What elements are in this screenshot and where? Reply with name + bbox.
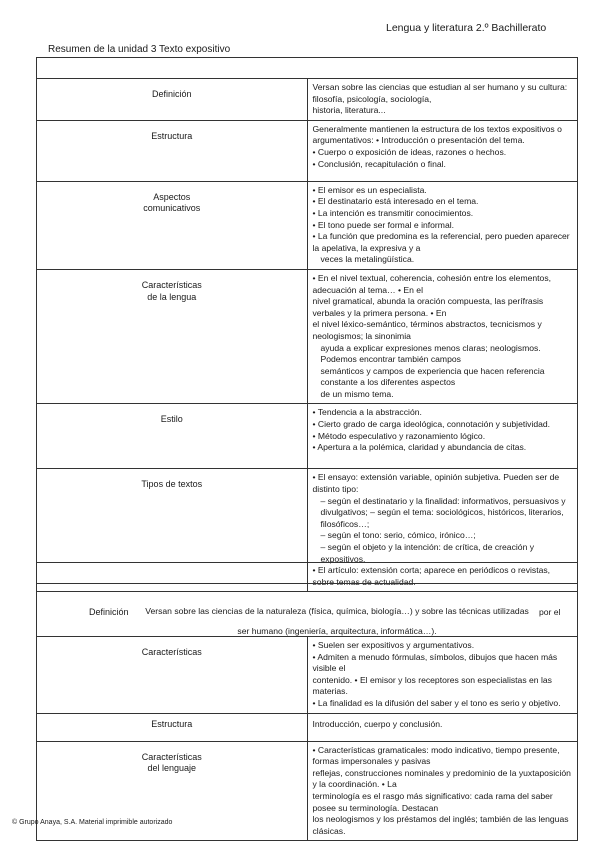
row-content-definicion-2: Versan sobre las ciencias de la naturaleza (física, química, biología…) y sobre las técnicas utilizadas ser humano (ingeniería, arquitectura, informática…). <box>145 606 529 636</box>
subject-header: Lengua y literatura 2.º Bachillerato <box>386 22 547 34</box>
table-row <box>37 79 578 121</box>
row-label-definicion-2: Definición <box>89 607 129 617</box>
row-content-estilo: • Tendencia a la abstracción. • Cierto grado de carga ideológica, connotación y subjetividad. • Método especulativo y razonamiento lógico. • Apertura a la polémica, claridad y abundancia de citas. <box>307 404 578 469</box>
row-content-caracteristicas: • En el nivel textual, coherencia, cohesión entre los elementos, adecuación al tema… • En el nivel gramatical, abunda la oración compuesta, las perífrasis verbales y la primera persona. • En el nivel léxico-semántico, términos abstractos, tecnicismos y neologismos; la sinonimia ayuda a explicar expresiones menos claras; neologismos. Podemos encontrar también campos semánticos y campos de experiencia que hacen referencia constante a los diferentes aspectos de un mismo tema. <box>307 269 578 404</box>
table-row <box>37 269 578 404</box>
table-row <box>37 713 578 741</box>
table-title-row <box>37 58 578 79</box>
row-label-caracteristicas: Características de la lengua <box>37 269 308 404</box>
row-label-estructura: Estructura <box>37 120 308 181</box>
row-content-aspectos: • El emisor es un especialista. • El destinatario está interesado en el tema. • La intención es transmitir conocimientos. • El tono puede ser formal e informal. • La función que predomina es la referencial, pero pueden aparecer la apelativa, la expresiva y a veces la metalingüística. <box>307 181 578 269</box>
table-title-row <box>37 563 578 584</box>
row-label-tipos: Tipos de textos <box>37 469 308 592</box>
row-content-estructura: Generalmente mantienen la estructura de los textos expositivos o argumentativos: • Introducción o presentación del tema. • Cuerpo o exposición de ideas, razones o hechos. • Conclusión, recapitulación o final. <box>307 120 578 181</box>
empty-title-cell <box>37 563 578 584</box>
row-content-caracteristicas-2: • Suelen ser expositivos y argumentativos. • Admiten a menudo fórmulas, símbolos, dibujos que hacen más visible el contenido. • El emisor y los receptores son especialistas en las materias. • La finalidad es la difusión del saber y el tono es serio y objetivo. <box>307 637 578 714</box>
row-label-estilo: Estilo <box>37 404 308 469</box>
row-label-estructura-2: Estructura <box>37 713 308 741</box>
row-label-lenguaje: Características del lenguaje <box>37 741 308 841</box>
table-row <box>37 404 578 469</box>
row-label-definicion: Definición <box>37 79 308 121</box>
table-row <box>37 120 578 181</box>
document-title: Resumen de la unidad 3 Texto expositivo <box>48 44 231 55</box>
table-row <box>37 584 578 637</box>
copyright-footer: © Grupo Anaya, S.A. Material imprimible autorizado <box>12 819 173 826</box>
row-content-tipos: • El ensayo: extensión variable, opinión subjetiva. Pueden ser de distinto tipo: – según el destinatario y la finalidad: informativos, persuasivos y divulgativos; – según el tema: sociológicos, históricos, literarios, filosóficos…; – según el tono: serio, cómico, irónico…; – según el objeto y la intención: de crítica, de creación y expositivos. • El artículo: extensión corta; aparece en periódicos o revistas, sobre temas de actualidad. <box>307 469 578 592</box>
row-label-aspectos: Aspectos comunicativos <box>37 181 308 269</box>
science-expository-table <box>36 562 578 841</box>
definition-trailing-text: por el <box>539 607 561 617</box>
row-label-caracteristicas-2: Características <box>37 637 308 714</box>
table-row <box>37 181 578 269</box>
definition-row <box>37 584 578 637</box>
empty-title-cell <box>37 58 578 79</box>
row-content-lenguaje: • Características gramaticales: modo indicativo, tiempo presente, formas impersonales y pasivas reflejas, construcciones nominales y predominio de la yuxtaposición y la coordinación. • La terminología es el rasgo más significativo: cada rama del saber posee su terminología. Destacan los neologismos y los préstamos del inglés; también de las lenguas clásicas. <box>307 741 578 841</box>
table-row <box>37 637 578 714</box>
row-content-estructura-2: Introducción, cuerpo y conclusión. <box>307 713 578 741</box>
row-content-definicion: Versan sobre las ciencias que estudian al ser humano y su cultura: filosofía, psicología, sociología, historia, literatura... <box>307 79 578 121</box>
humanities-expository-table <box>36 57 578 592</box>
